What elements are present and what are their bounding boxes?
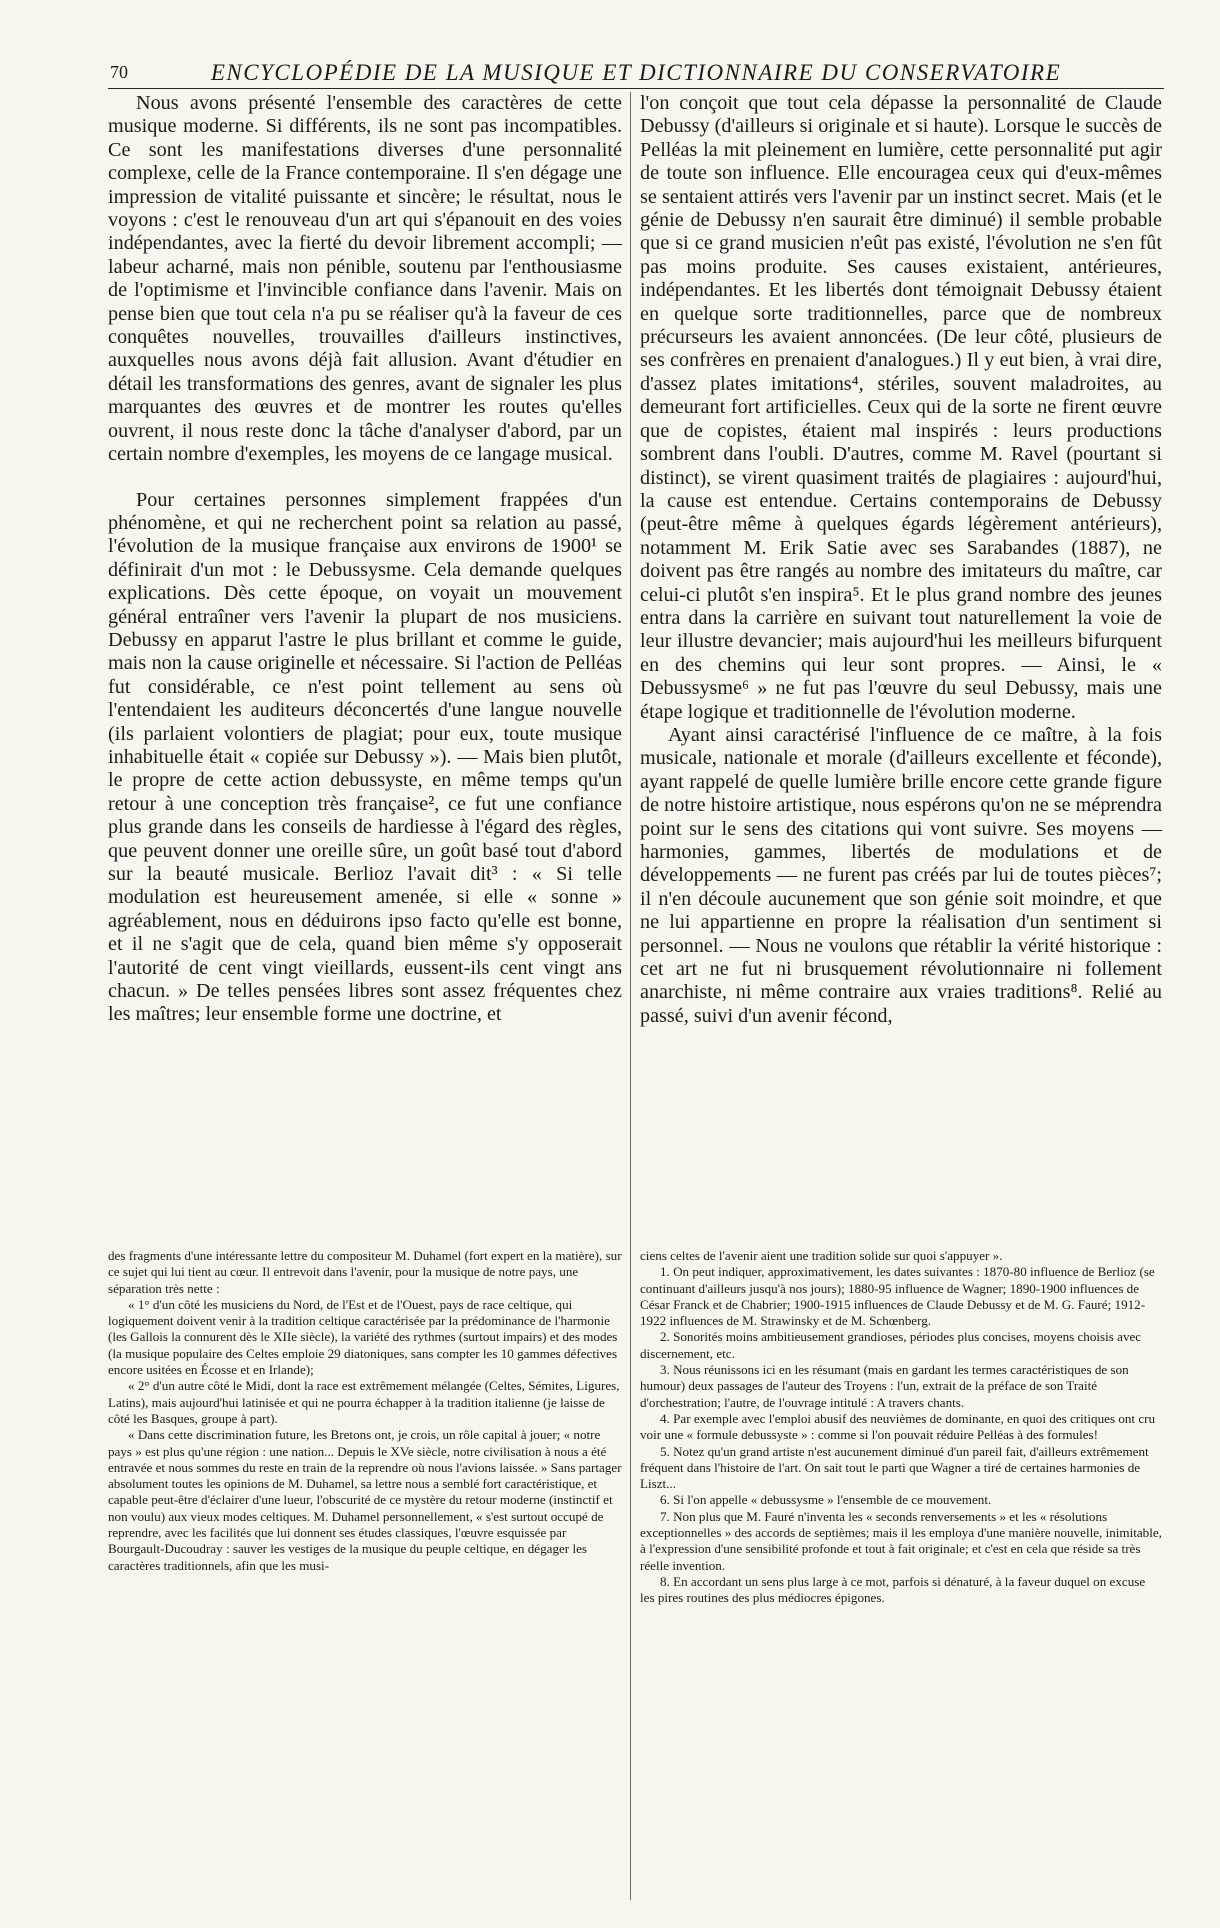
footnote: « 1° d'un côté les musiciens du Nord, de l'Est et de l'Ouest, pays de race celtique, qui logiquement doivent venir à la tradition celtique caractérisée par la prédominance de l'harmonie (les Gallois la connurent dès le XIIe siècle), la variété des rythmes (surtout impairs) et des modes (la musique populaire des Celtes emploie 29 diatoniques, sans compter les 10 gammes défectives encore usitées en Écosse et en Irlande);	[108, 1296, 618, 1378]
footnote: 5. Notez qu'un grand artiste n'est aucunement diminué d'un pareil fait, d'ailleurs extrêmement fréquent dans l'histoire de l'art. On sait tout le parti que Wagner a tiré de certaines harmonies de Liszt...	[640, 1443, 1149, 1492]
paragraph: l'on conçoit que tout cela dépasse la personnalité de Claude Debussy (d'ailleurs si originale et si haute). Lorsque le succès de Pelléas la mit pleinement en lumière, cette personnalité put agir de toute son influence. Elle encouragea ceux qui d'eux-mêmes se sentaient attirés vers l'avenir par un instinct secret. Mais (et le génie de Debussy n'en saurait être diminué) il semble probable que si ce grand musicien n'eût pas existé, l'évolution ne s'en fût pas moins produite. Ses causes existaient, antérieures, indépendantes. Et les libertés dont témoignait Debussy étaient en quelque sorte traditionnelles, parce que de nombreux précurseurs les avaient annoncées. (De leur côté, plusieurs de ses confrères en prenaient d'analogues.) Il y eut bien, à vrai dire, d'assez plates imitations⁴, stériles, souvent maladroites, au demeurant fort artificielles. Ceux qui de la sorte ne firent œuvre que de copistes, étaient mal inspirés : leurs productions sombrent dans l'oubli. D'autres, comme M. Ravel (pourtant si distinct), se virent quasiment traités de plagiaires : aujourd'hui, la cause est entendue. Certains contemporains de Debussy (peut-être même à quelques égards légèrement antérieurs), notamment M. Erik Satie avec ses Sarabandes (1887), ne doivent pas être rangés au nombre des imitateurs du maître, car celui-ci plutôt s'en inspira⁵. Et le plus grand nombre des jeunes entra dans la carrière en suivant tout naturellement la voie de leur illustre devancier; mais aujourd'hui les meilleurs bifurquent en des chemins qui leur sont propres. — Ainsi, le « Debussysme⁶ » ne fut pas l'œuvre du seul Debussy, mais une étape logique et traditionnelle de l'évolution moderne.	[640, 92, 1162, 723]
footnote: 1. On peut indiquer, approximativement, les dates suivantes : 1870-80 influence de Berlioz (se continuant d'ailleurs jusqu'à nos jours); 1880-95 influence de Wagner; 1890-1900 influences de César Franck et de Chabrier; 1900-1915 influences de Claude Debussy et de M. G. Fauré; 1912-1922 influences de M. Strawinsky et de M. Schœnberg.	[640, 1264, 1155, 1329]
footnote: ciens celtes de l'avenir aient une tradition solide sur quoi s'appuyer ».	[640, 1248, 1003, 1263]
footnote: 2. Sonorités moins ambitieusement grandioses, périodes plus concises, moyens choisis avec discernement, etc.	[640, 1329, 1142, 1361]
paragraph: Pour certaines personnes simplement frappées d'un phénomène, et qui ne recherchent point sa relation au passé, l'évolution de la musique française aux environs de 1900¹ se définirait d'un mot : le Debussysme. Cela demande quelques explications. Dès cette époque, on voyait un mouvement général entraîner vers l'avenir la plupart de nos musiciens. Debussy en apparut l'astre le plus brillant et comme le guide, mais non la cause originelle et nécessaire. Si l'action de Pelléas fut considérable, ce n'est point tellement au sens où l'entendaient les auditeurs déconcertés d'une langue nouvelle (ils parlaient volontiers de plagiat; pour eux, toute musique inhabituelle était « copiée sur Debussy »). — Mais bien plutôt, le propre de cette action debussyste, en même temps qu'un retour à une conception très française², ce fut une confiance plus grande dans les conseils de hardiesse à l'égard des règles, que peuvent donner une oreille sûre, un goût basé tout d'abord sur la beauté musicale. Berlioz l'avait dit³ : « Si telle modulation est heureusement amenée, si elle « sonne » agréablement, nous en déduirons ipso facto qu'elle est bonne, et il ne s'agit que de cela, quand bien même s'y opposerait l'autorité de cent vingt vieillards, eussent-ils cent vingt ans chacun. » De telles pensées libres sont assez fréquentes chez les maîtres; leur ensemble forme une doctrine, et	[108, 488, 622, 1026]
footnote: 8. En accordant un sens plus large à ce mot, parfois si dénaturé, à la faveur duquel on excuse les pires routines des plus médiocres épigones.	[640, 1573, 1146, 1606]
page-number: 70	[110, 62, 128, 82]
footnote: « 2° d'un autre côté le Midi, dont la race est extrêmement mélangée (Celtes, Sémites, Ligures, Latins), mais aujourd'hui latinisée et qui ne pourra échapper à la tradition italienne (je laisse de côté les Basques, groupe à part).	[108, 1378, 620, 1426]
paragraph: Ayant ainsi caractérisé l'influence de ce maître, à la fois musicale, nationale et morale (d'ailleurs excellente et féconde), ayant rappelé de quelle lumière brille encore cette grande figure de notre histoire artistique, nous espérons qu'on ne se méprendra point sur le sens des citations qui vont suivre. Ses moyens — harmonies, gammes, libertés de modulations et de développements — ne furent pas créés par lui de toutes pièces⁷; il n'en découle aucunement que son génie soit moindre, et que ne lui appartienne en propre la réalisation d'un sentiment si personnel. — Nous ne voulons que rétablir la vérité historique : cet art ne fut ni brusquement révolutionnaire ni follement anarchiste, ni même contraire aux vraies traditions⁸. Relié au passé, suivi d'un avenir fécond,	[640, 723, 1162, 1027]
running-title: ENCYCLOPÉDIE DE LA MUSIQUE ET DICTIONNAIRE DU CONSERVATOIRE	[210, 60, 1062, 85]
column-divider	[630, 92, 631, 1900]
footnote: 4. Par exemple avec l'emploi abusif des neuvièmes de dominante, en quoi des critiques ont cru voir une « formule debussyste » : comme si l'on pouvait réduire Pelléas à des formules!	[640, 1410, 1156, 1443]
footnote: « Dans cette discrimination future, les Bretons ont, je crois, un rôle capital à jouer; « notre pays » est plus qu'une région : une nation... Depuis le XVe siècle, notre civilisation à nous a été entravée et nous sommes du reste en train de la reprendre où nous l'avions laissée. » Sans partager absolument toutes les opinions de M. Duhamel, sa lettre nous a semblé fort caractéristique, et capable peut-être d'éclairer d'une lueur, l'obscurité de ce mystère du retour moderne (instinctif et non voulu) aux vieux modes celtiques. M. Duhamel personnellement, « s'est surtout occupé de reprendre, avec les facilités que lui donnent ses études classiques, l'œuvre esquissée par Bourgault-Ducoudray : sauver les vestiges de la musique du peuple celtique, en dégager les caractères traditionnels, afin que les musi-	[108, 1427, 622, 1573]
right-column	[640, 92, 1162, 1028]
footnote: des fragments d'une intéressante lettre du compositeur M. Duhamel (fort expert en la matière), sur ce sujet qui lui tient au cœur. Il entrevoit dans l'avenir, pour la musique de notre pays, une séparation très nette :	[108, 1248, 622, 1296]
running-header	[108, 60, 1164, 89]
left-column	[108, 92, 622, 1027]
paragraph: Nous avons présenté l'ensemble des caractères de cette musique moderne. Si différents, ils ne sont pas incompatibles. Ce sont les manifestations diverses d'une personnalité complexe, celle de la France contemporaine. Il s'en dégage une impression de vitalité puissante et sincère; le résultat, nous le voyons : c'est le renouveau d'un art qui s'épanouit en des voies indépendantes, avec la fierté du devoir librement accompli; — labeur acharné, mais non pénible, soutenu par l'enthousiasme de l'optimisme et l'invincible confiance dans l'avenir. Mais on pense bien que tout cela n'a pu se réaliser qu'à la faveur de ces conquêtes nouvelles, trouvailles d'ailleurs instinctives, auxquelles nous avons déjà fait allusion. Avant d'étudier en détail les transformations des genres, avant de signaler les plus marquantes des œuvres et de montrer les routes qu'elles ouvrent, il nous reste donc la tâche d'analyser d'abord, par un certain nombre d'exemples, les moyens de ce langage musical.	[108, 92, 622, 466]
footnotes-right	[640, 1248, 1162, 1607]
footnote: 3. Nous réunissons ici en les résumant (mais en gardant les termes caractéristiques de son humour) deux passages de l'auteur des Troyens : l'un, extrait de la préface de son Traité d'orchestration; l'autre, de l'ouvrage intitulé : A travers chants.	[640, 1362, 1129, 1410]
footnote: 7. Non plus que M. Fauré n'inventa les « seconds renversements » et les « résolutions exceptionnelles » des accords de septièmes; mais il les employa d'une manière nouvelle, inimitable, à l'expression d'une sensibilité profonde et tout à fait originale; et c'est en cela que réside sa très réelle invention.	[640, 1508, 1162, 1573]
footnote: 6. Si l'on appelle « debussysme » l'ensemble de ce mouvement.	[660, 1492, 992, 1508]
footnotes-left	[108, 1248, 622, 1574]
